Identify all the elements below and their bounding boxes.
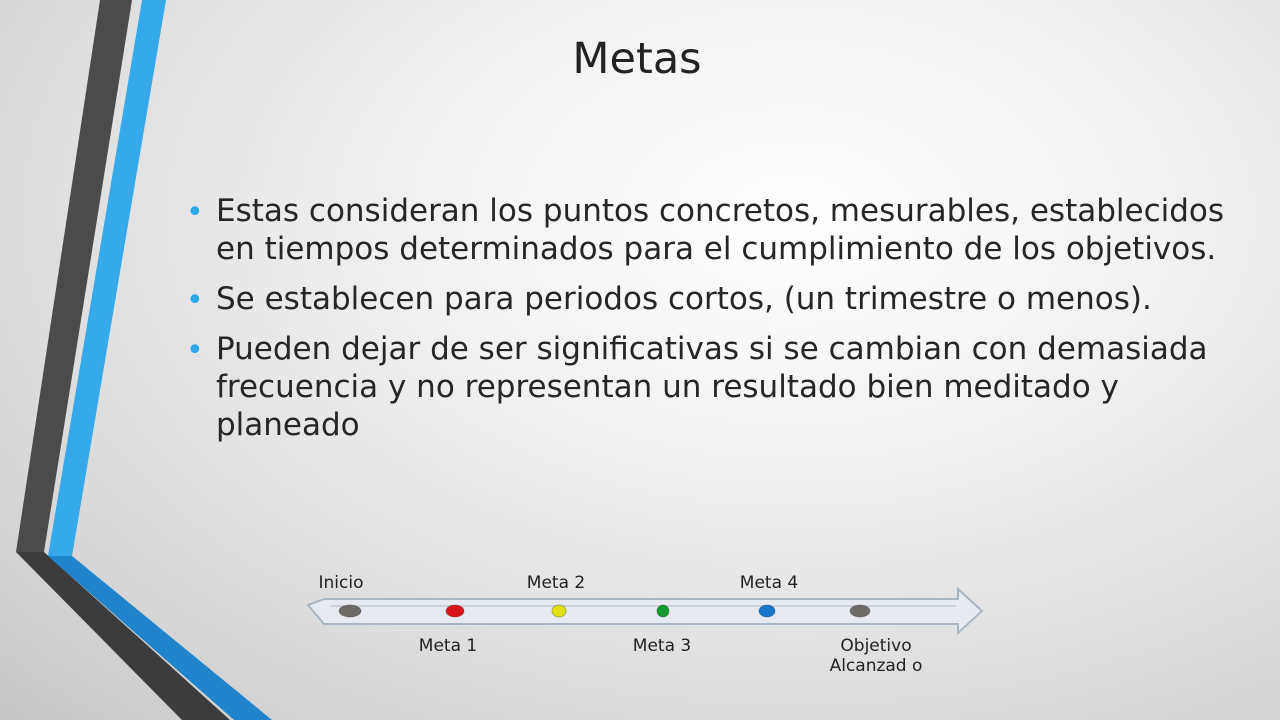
timeline-label-inicio: Inicio	[318, 573, 364, 593]
bullet-icon: •	[186, 283, 204, 318]
milestone-marker	[339, 605, 361, 617]
milestone-marker	[657, 605, 669, 617]
bullet-icon: •	[186, 333, 204, 368]
bullet-text: Estas consideran los puntos concretos, mesurables, establecidos en tiempos determinados para el cumplimiento de los objetivos.	[216, 193, 1225, 267]
timeline-label-objetivo: Objetivo Alcanzad o	[829, 636, 923, 676]
bullet-item	[186, 330, 1246, 444]
milestone-marker	[850, 605, 870, 617]
timeline-label-meta-2: Meta 2	[526, 573, 586, 593]
bullet-icon: •	[186, 195, 204, 230]
bullet-text: Pueden dejar de ser significativas si se cambian con demasiada frecuencia y no representan un resultado bien meditado y planeado	[216, 331, 1208, 443]
milestone-marker	[759, 605, 775, 617]
bullet-list	[186, 192, 1246, 456]
timeline-label-meta-4: Meta 4	[739, 573, 799, 593]
dark-stripe-lower	[16, 552, 230, 720]
timeline-label-meta-3: Meta 3	[632, 636, 692, 656]
timeline-arrow	[308, 589, 982, 633]
milestone-marker	[552, 605, 566, 617]
bullet-item	[186, 280, 1246, 318]
timeline-label-meta-1: Meta 1	[418, 636, 478, 656]
bullet-text: Se establecen para periodos cortos, (un trimestre o menos).	[216, 281, 1152, 317]
bullet-item	[186, 192, 1246, 268]
milestone-marker	[446, 605, 464, 617]
slide-title: Metas	[572, 34, 702, 84]
